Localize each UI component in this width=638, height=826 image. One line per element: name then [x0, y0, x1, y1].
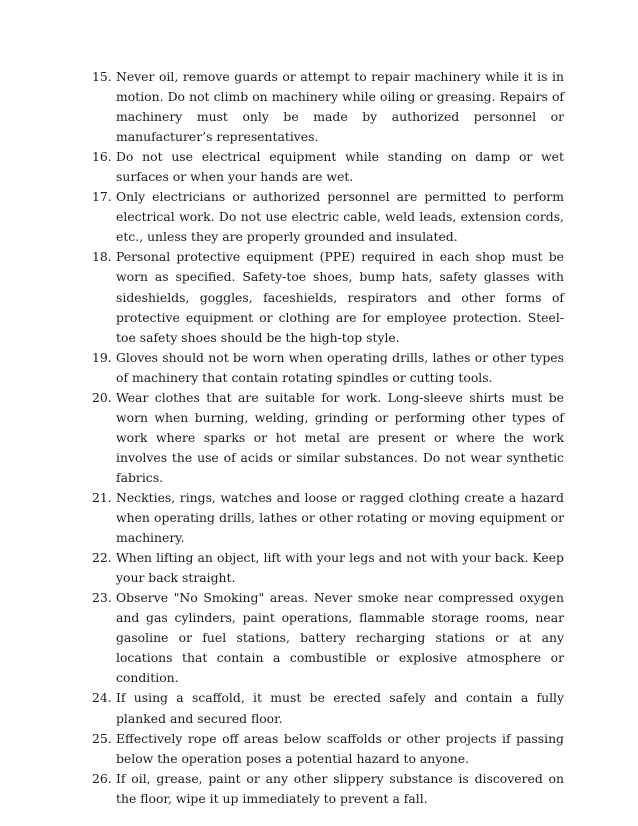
item-number: 16.: [92, 149, 112, 165]
item-text: If using a scaffold, it must be erected safely and contain a fully planked and secured floor.: [116, 690, 564, 726]
item-text: Never oil, remove guards or attempt to repair machinery while it is in motion. Do not climb on machinery while oiling or greasing. Repairs of machinery must only be made by authorized personnel or manufacturer’s representatives.: [116, 69, 564, 145]
item-text: Neckties, rings, watches and loose or ragged clothing create a hazard when operating drills, lathes or other rotating or moving equipment or machinery.: [116, 489, 564, 546]
safety-rules-list: [92, 67, 564, 809]
list-item: [92, 548, 564, 588]
item-number: 24.: [92, 690, 112, 706]
item-text: Effectively rope off areas below scaffolds or other projects if passing below the operation poses a potential hazard to anyone.: [116, 730, 564, 766]
item-text: Wear clothes that are suitable for work. Long-sleeve shirts must be worn when burning, welding, grinding or performing other types of work where sparks or hot metal are present or where the work involves the use of acids or similar substances. Do not wear synthetic fabrics.: [116, 389, 564, 485]
item-number: 26.: [92, 770, 112, 786]
item-number: 15.: [92, 69, 112, 84]
item-number: 25.: [92, 730, 112, 746]
list-item: [92, 348, 564, 388]
list-item: [92, 187, 564, 247]
item-text: If oil, grease, paint or any other slippery substance is discovered on the floor, wipe it up immediately to prevent a fall.: [116, 770, 564, 806]
list-item: [92, 67, 564, 147]
list-item: [92, 147, 564, 187]
list-item: [92, 769, 564, 809]
item-number: 23.: [92, 590, 112, 606]
list-item: [92, 588, 564, 688]
list-item: [92, 247, 564, 347]
item-number: 21.: [92, 489, 112, 505]
item-number: 17.: [92, 189, 112, 205]
item-number: 22.: [92, 550, 112, 566]
item-text: Only electricians or authorized personnel are permitted to perform electrical work. Do not use electric cable, weld leads, extension cords, etc., unless they are properly grounded and insulated.: [116, 189, 564, 245]
list-item: [92, 729, 564, 769]
list-item: [92, 688, 564, 728]
item-text: Do not use electrical equipment while standing on damp or wet surfaces or when your hands are wet.: [116, 149, 564, 185]
item-number: 18.: [92, 249, 112, 265]
list-item: [92, 388, 564, 488]
item-text: Personal protective equipment (PPE) required in each shop must be worn as specified. Safety-toe shoes, bump hats, safety glasses with sideshields, goggles, faceshields, respirators and other forms of protective equipment or clothing are for employee protection. Steel-toe safety shoes should be the high-top style.: [116, 249, 564, 345]
item-text: Observe "No Smoking" areas. Never smoke near compressed oxygen and gas cylinders, paint operations, flammable storage rooms, near gasoline or fuel stations, battery recharging stations or at any locations that contain a combustible or explosive atmosphere or condition.: [116, 590, 564, 686]
list-item: [92, 488, 564, 548]
item-number: 19.: [92, 349, 112, 365]
item-number: 20.: [92, 389, 112, 405]
item-text: When lifting an object, lift with your legs and not with your back. Keep your back straight.: [116, 550, 564, 586]
item-text: Gloves should not be worn when operating drills, lathes or other types of machinery that contain rotating spindles or cutting tools.: [116, 349, 564, 385]
